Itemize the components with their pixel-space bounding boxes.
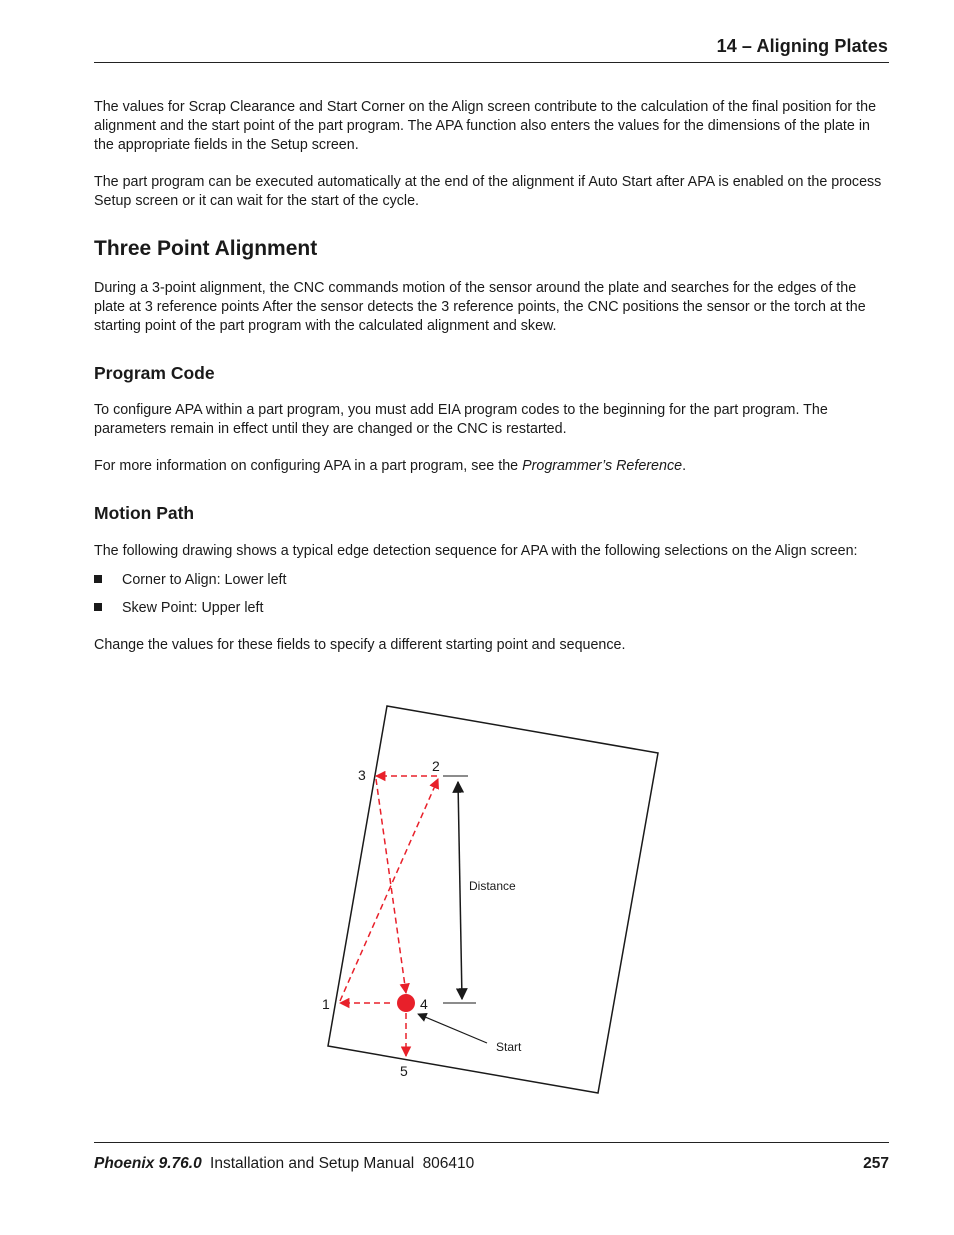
motion-path-intro: The following drawing shows a typical edge detection sequence for APA with the following selections on the Align screen: [94, 543, 858, 559]
point-label-2: 2 [432, 758, 440, 774]
point-label-1: 1 [322, 996, 330, 1012]
programmers-reference-title: Programmer’s Reference [522, 458, 683, 474]
program-code-heading: Program Code [94, 363, 215, 383]
intro-paragraph-1: The values for Scrap Clearance and Start Corner on the Align screen contribute to the calculation of the final position for the alignment and the start point of the part program. The APA function also enters the values for the dimensions of the plate in the appropriate fields in the Setup screen. [94, 99, 877, 153]
start-point-marker [397, 994, 415, 1012]
distance-label: Distance [469, 879, 516, 893]
footer-divider [94, 1142, 889, 1143]
distance-arrow [458, 782, 462, 999]
page-number: 257 [863, 1155, 889, 1172]
bullet-item: Skew Point: Upper left [94, 599, 889, 618]
footer-document-info [94, 1155, 474, 1173]
point-label-4: 4 [420, 996, 428, 1012]
program-code-text: To configure APA within a part program, you must add EIA program codes to the beginning for the part program. The parameters remain in effect until they are changed or the CNC is restarted. [94, 402, 828, 437]
start-label: Start [496, 1040, 522, 1054]
motion-path-heading: Motion Path [94, 503, 195, 523]
plate-outline [328, 706, 658, 1093]
part-number: 806410 [422, 1155, 475, 1172]
manual-title: Installation and Setup Manual [210, 1155, 415, 1172]
point-label-3: 3 [358, 767, 366, 783]
bullet-item: Corner to Align: Lower left [94, 571, 889, 590]
product-name: Phoenix 9.76.0 [94, 1155, 202, 1172]
point-label-5: 5 [400, 1063, 408, 1079]
page-footer [94, 1155, 889, 1173]
start-pointer-arrow [418, 1014, 487, 1043]
program-code-reference: For more information on configuring APA in a part program, see the Programmer’s Reference. [94, 458, 687, 474]
motion-path-outro: Change the values for these fields to specify a different starting point and sequence. [94, 637, 626, 653]
chapter-title: 14 – Aligning Plates [716, 36, 888, 56]
intro-paragraph-2: The part program can be executed automatically at the end of the alignment if Auto Start after APA is enabled on the process Setup screen or it can wait for the start of the cycle. [94, 174, 882, 209]
three-point-heading: Three Point Alignment [94, 237, 318, 260]
three-point-text: During a 3-point alignment, the CNC commands motion of the sensor around the plate and searches for the edges of the plate at 3 reference points After the sensor detects the 3 reference points, the CNC positions the sensor or the torch at the starting point of the part program with the calculated alignment and skew. [94, 280, 866, 334]
